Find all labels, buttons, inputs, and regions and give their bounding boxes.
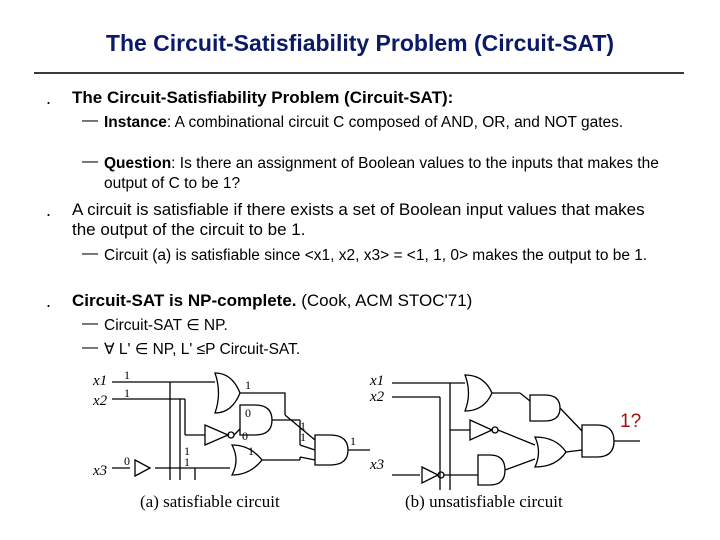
unsatisfiable-output-label: 1? [620, 411, 642, 432]
bullet-1-text: The Circuit-Satisfiability Problem (Circuit-SAT): [72, 88, 454, 107]
circuit-diagrams [0, 365, 720, 540]
value-x2: 1 [124, 386, 130, 400]
bullet-marker: . [46, 200, 52, 220]
label-x2-a: x2 [93, 393, 108, 409]
bullet-2 [46, 200, 672, 240]
sub-bullet-np [82, 315, 228, 336]
sub-marker: — [82, 112, 98, 129]
bullet-marker: . [46, 291, 52, 311]
and-gate-final-b [582, 425, 614, 457]
not-gate-mid [205, 425, 228, 445]
bullet-3-label: Circuit-SAT is NP-complete. [72, 291, 297, 310]
sub-marker: — [82, 339, 98, 356]
bullet-3-text: (Cook, ACM STOC'71) [296, 291, 473, 310]
sub-bullet-circuit-a [82, 245, 694, 266]
slide-title: The Circuit-Satisfiability Problem (Circuit-SAT) [105, 30, 615, 56]
and-gate-final-a [315, 435, 348, 465]
or-gate-right-b [535, 437, 566, 467]
value-x3: 0 [124, 454, 130, 468]
title-divider [34, 72, 684, 74]
label-x3-b: x3 [370, 457, 385, 473]
value-not-mid: 0 [245, 406, 251, 420]
value-or-top: 1 [245, 378, 251, 392]
instance-text: : A combinational circuit C composed of AND, OR, and NOT gates. [166, 114, 624, 131]
label-x1-b: x1 [370, 373, 385, 389]
label-x1-a: x1 [93, 373, 108, 389]
not-gate-x3 [135, 460, 150, 476]
question-label: Question [104, 155, 172, 172]
circuit-a [112, 373, 370, 480]
value-x1: 1 [124, 368, 130, 382]
bullet-1 [46, 88, 454, 108]
circuit-b [392, 375, 640, 490]
sub-marker: — [82, 245, 98, 262]
circuit-a-text: Circuit (a) is satisfiable since <x1, x2, x3> = <1, 1, 0> makes the output to be 1. [104, 247, 648, 264]
value-and-mid: 0 [242, 429, 248, 443]
value-output-a: 1 [350, 434, 356, 448]
or-gate-low [232, 445, 262, 475]
question-text: : Is there an assignment of Boolean values to the inputs that makes the output of C to be 1? [104, 155, 659, 192]
caption-b: (b) unsatisfiable circuit [405, 492, 563, 511]
sub-bullet-reduction [82, 339, 301, 360]
sub-marker: — [82, 315, 98, 332]
sub-bullet-question [82, 153, 674, 194]
not-gate-x3-b [422, 467, 438, 483]
instance-label: Instance [104, 114, 167, 131]
np-membership-text: Circuit-SAT ∈ NP. [104, 317, 228, 334]
value-v1: 1 [184, 444, 190, 458]
sub-bullet-instance [82, 112, 674, 133]
bullet-2-text: A circuit is satisfiable if there exists a set of Boolean input values that makes the output of the circuit to be 1. [72, 200, 645, 239]
value-or-low: 1 [248, 444, 254, 458]
value-v2: 1 [184, 455, 190, 469]
value-and-in1: 1 [300, 419, 306, 433]
and-gate-upper-b [530, 395, 560, 421]
bullet-marker: . [46, 88, 52, 108]
reduction-text: ∀ L' ∈ NP, L' ≤P Circuit-SAT. [104, 341, 301, 358]
and-gate-lower-b [478, 455, 505, 485]
not-gate-mid-b [470, 420, 492, 440]
or-gate-top-b [465, 375, 492, 411]
caption-a: (a) satisfiable circuit [140, 492, 280, 511]
or-gate-top [215, 373, 240, 413]
label-x2-b: x2 [370, 389, 385, 405]
bullet-3 [46, 291, 473, 311]
sub-marker: — [82, 153, 98, 170]
value-and-in2: 1 [300, 430, 306, 444]
label-x3-a: x3 [93, 463, 108, 479]
